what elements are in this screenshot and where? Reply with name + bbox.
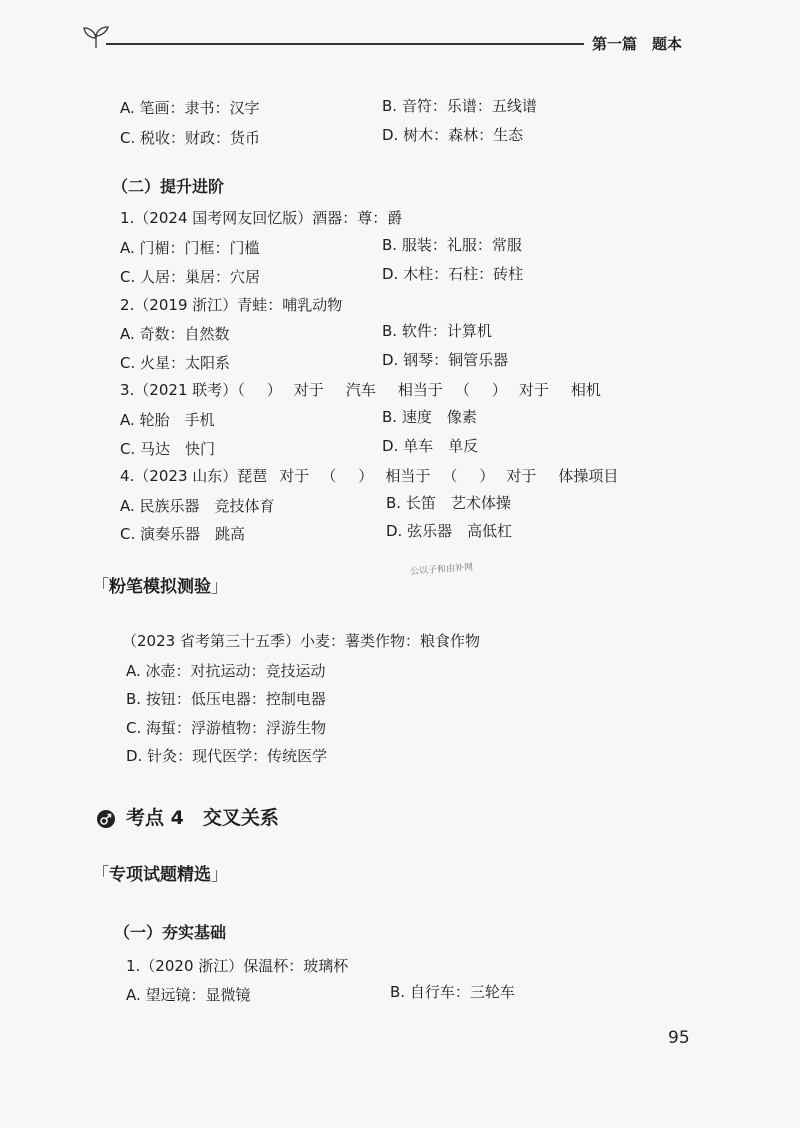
- word: 汽车: [345, 381, 376, 399]
- option-a: A. 望远镜：显微镜: [126, 986, 251, 1004]
- option-b: B. 速度 像素: [382, 408, 477, 426]
- header-title: 第一篇 题本: [592, 35, 683, 53]
- blank-open: （: [442, 467, 458, 485]
- header-leaf-icon: [78, 24, 114, 50]
- word: 相当于: [397, 381, 443, 399]
- bracket-left: 「: [92, 577, 109, 597]
- blank-close: ）: [358, 467, 374, 485]
- mock-test-title: 粉笔模拟测验: [109, 577, 211, 597]
- word: 相当于: [385, 467, 431, 485]
- option-b: B. 长笛 艺术体操: [386, 494, 511, 512]
- option-c: C. 税收：财政：货币: [120, 129, 261, 147]
- word: 对于: [279, 467, 310, 485]
- question-stem: 2.（2019 浙江）青蛙：哺乳动物: [120, 296, 343, 314]
- bracket-left: 「: [92, 865, 109, 885]
- option-c: C. 马达 快门: [120, 440, 216, 458]
- option-a: A. 轮胎 手机: [120, 411, 215, 429]
- option-a: A. 冰壶：对抗运动：竞技运动: [126, 662, 326, 680]
- word: 相机: [570, 381, 601, 399]
- option-d: D. 木柱：石柱：砖柱: [382, 265, 524, 283]
- header-rule: [106, 43, 584, 45]
- blank-open: （: [237, 381, 245, 399]
- option-c: C. 火星：太阳系: [120, 354, 231, 372]
- word: 体操项目: [558, 467, 619, 485]
- special-selection-title: 专项试题精选: [109, 865, 211, 885]
- word: 对于: [506, 467, 537, 485]
- option-b: B. 音符：乐谱：五线谱: [382, 97, 537, 115]
- option-d: D. 树木：森林：生态: [382, 126, 524, 144]
- option-b: B. 按钮：低压电器：控制电器: [126, 690, 326, 708]
- section-title-basics: （一）夯实基础: [114, 923, 227, 942]
- option-b: B. 自行车：三轮车: [390, 983, 515, 1001]
- special-selection-heading: [92, 864, 228, 886]
- question-stem: 1.（2020 浙江）保温杯：玻璃杯: [126, 957, 349, 975]
- bracket-right: 」: [211, 865, 228, 885]
- topic-title: 考点 4 交叉关系: [126, 807, 279, 829]
- blank-open: （: [321, 467, 337, 485]
- option-a: A. 笔画：隶书：汉字: [120, 99, 260, 117]
- word: 对于: [518, 381, 549, 399]
- blank-close: ）: [266, 381, 282, 399]
- option-a: A. 奇数：自然数: [120, 325, 230, 343]
- handwritten-note: 公以子和由补网: [409, 562, 474, 578]
- topic-bullet-icon: [96, 809, 116, 829]
- section-title-advanced: （二）提升进阶: [112, 177, 225, 196]
- blank-close: ）: [479, 467, 495, 485]
- option-a: A. 民族乐器 竞技体育: [120, 497, 275, 515]
- question-prefix: 3.（2021 联考）: [120, 381, 238, 399]
- word: 对于: [293, 381, 324, 399]
- option-c: C. 演奏乐器 跳高: [120, 525, 246, 543]
- question-stem: 1.（2024 国考网友回忆版）酒器：尊：爵: [120, 209, 403, 227]
- option-a: A. 门楣：门框：门槛: [120, 239, 260, 257]
- blank-open: （: [454, 381, 470, 399]
- question-prefix: 4.（2023 山东）琵琶: [120, 467, 268, 485]
- question-stem: [120, 380, 601, 400]
- option-c: C. 人居：巢居：穴居: [120, 268, 261, 286]
- bracket-right: 」: [211, 577, 228, 597]
- blank-close: ）: [491, 381, 507, 399]
- mock-test-heading: [92, 576, 228, 598]
- option-b: B. 服装：礼服：常服: [382, 236, 522, 254]
- option-d: D. 针灸：现代医学：传统医学: [126, 747, 328, 765]
- option-b: B. 软件：计算机: [382, 322, 492, 340]
- option-d: D. 弦乐器 高低杠: [386, 522, 513, 540]
- option-d: D. 钢琴：铜管乐器: [382, 351, 509, 369]
- question-stem: （2023 省考第三十五季）小麦：薯类作物：粮食作物: [122, 632, 480, 650]
- option-d: D. 单车 单反: [382, 437, 479, 455]
- page-number: 95: [668, 1028, 690, 1048]
- option-c: C. 海蜇：浮游植物：浮游生物: [126, 719, 327, 737]
- question-stem: [120, 466, 618, 486]
